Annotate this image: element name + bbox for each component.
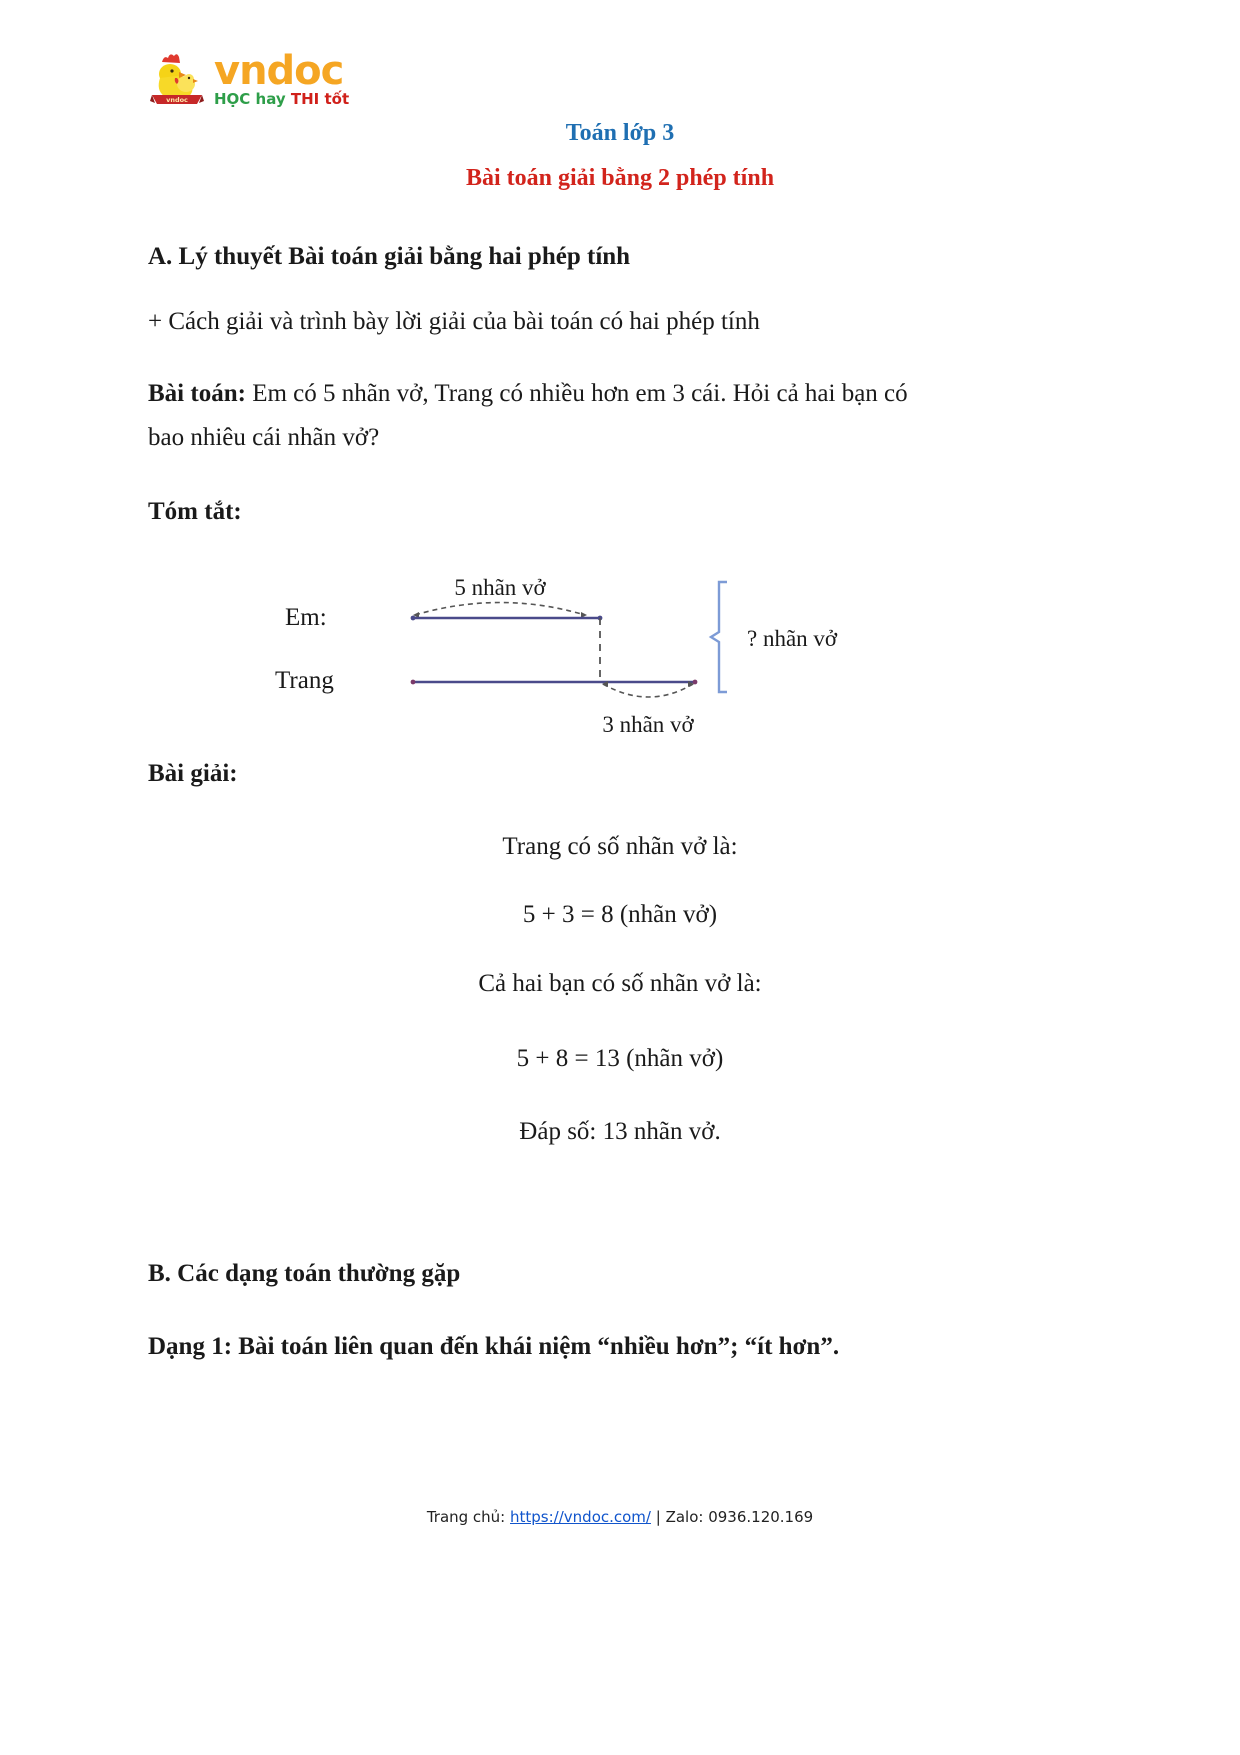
problem-line-1 (148, 372, 1092, 416)
vndoc-chicken-logo-icon (148, 48, 206, 110)
problem-line-2: bao nhiêu cái nhãn vở? (148, 424, 380, 451)
method-line-block (148, 300, 1092, 344)
solution-line-3: 5 + 8 = 13 (nhãn vở) (516, 1045, 724, 1072)
solution-line-1: 5 + 3 = 8 (nhãn vở) (522, 901, 718, 928)
summary-label: Tóm tắt: (148, 498, 242, 525)
diagram-label-em: Em: (285, 604, 327, 631)
solution-line-0-block (148, 825, 1092, 869)
problem-label: Bài toán: (148, 380, 246, 407)
solution-line-4: Đáp số: 13 nhãn vở. (519, 1118, 721, 1145)
logo-wordmark (214, 48, 350, 110)
logo-word: vndoc (214, 48, 344, 94)
type-1-heading: Dạng 1: Bài toán liên quan đến khái niệm “nhiều hơn”; “ít hơn”. (148, 1333, 840, 1360)
diagram-arc-bottom (603, 684, 693, 697)
vndoc-logo (148, 48, 349, 110)
problem-text-1: Em có 5 nhãn vở, Trang có nhiều hơn em 3 cái. Hỏi cả hai bạn có (252, 380, 908, 407)
solution-line-2: Cả hai bạn có số nhãn vở là: (478, 970, 762, 997)
diagram-arc-top (415, 603, 585, 616)
diagram-label-total: ? nhãn vở (747, 626, 838, 651)
logo-tagline (214, 91, 349, 108)
method-line: + Cách giải và trình bày lời giải của bài toán có hai phép tính (148, 308, 760, 335)
footer-suffix: | Zalo: 0936.120.169 (650, 1508, 814, 1526)
solution-label-block (148, 752, 1092, 796)
page-title: Toán lớp 3 (565, 120, 675, 146)
footer-prefix: Trang chủ: (426, 1508, 511, 1526)
section-a-heading: A. Lý thuyết Bài toán giải bằng hai phép tính (148, 243, 631, 270)
solution-label: Bài giải: (148, 760, 238, 787)
diagram-label-top: 5 nhãn vở (454, 575, 546, 600)
logo-badge-text: vndoc (166, 96, 188, 104)
diagram-label-trang: Trang (275, 667, 334, 694)
solution-line-0: Trang có số nhãn vở là: (502, 833, 738, 860)
bar-model-diagram (255, 560, 955, 735)
solution-line-1-block (148, 893, 1092, 937)
footer-homepage-link[interactable]: https://vndoc.com/ (510, 1508, 651, 1526)
diagram-label-bottom: 3 nhãn vở (602, 712, 694, 735)
logo-tagline-green: HỌC hay (214, 90, 291, 108)
page-subtitle: Bài toán giải bằng 2 phép tính (465, 165, 775, 191)
page-footer (0, 1508, 1240, 1526)
solution-line-4-block (148, 1110, 1092, 1154)
diagram-brace (711, 582, 727, 692)
type-1-heading-block (148, 1325, 1092, 1369)
solution-line-3-block (148, 1037, 1092, 1081)
section-b-heading: B. Các dạng toán thường gặp (148, 1260, 461, 1287)
logo-tagline-red: THI tốt (290, 90, 350, 108)
solution-line-2-block (148, 962, 1092, 1006)
summary-label-block (148, 490, 1092, 534)
section-b-heading-block (148, 1252, 1092, 1296)
section-a-heading-block (148, 235, 1092, 279)
problem-block (148, 372, 1092, 460)
